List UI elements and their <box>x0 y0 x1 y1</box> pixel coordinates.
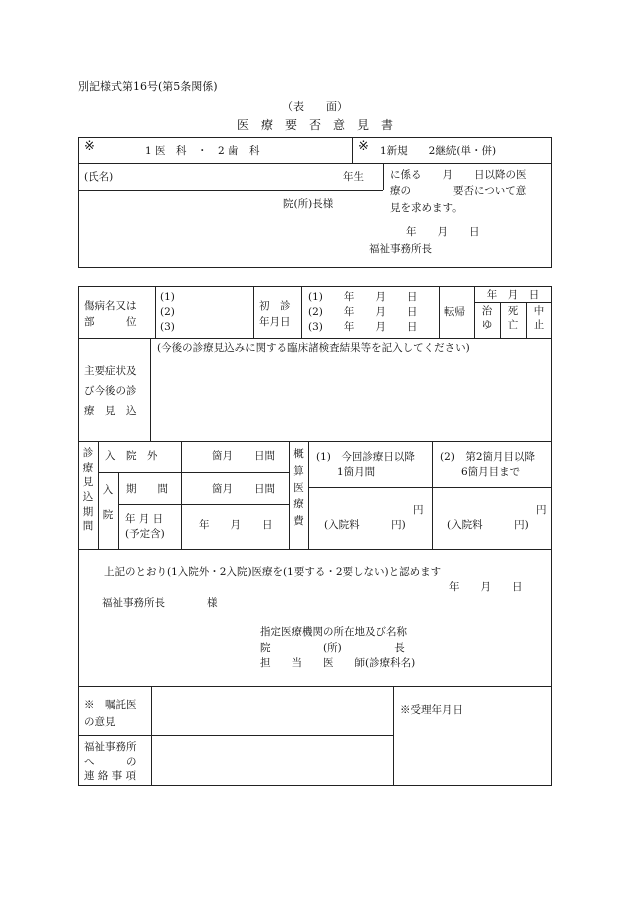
certification-date: 年 月 日 <box>449 581 523 593</box>
cost-2-inpatient-fee: (入院料 円) <box>447 519 529 531</box>
birth-suffix: 年生 <box>343 171 364 183</box>
cost-period-1: (1) 今回診療日以降 1箇月間 <box>316 451 415 478</box>
period-sub-value: 箇月 日間 <box>212 483 275 495</box>
disease-item-1: (1) <box>160 291 175 303</box>
period-divider <box>118 504 289 505</box>
name-row-divider <box>383 163 384 190</box>
col-divider <box>253 286 254 338</box>
row-divider <box>78 735 393 736</box>
disease-label: 傷病名又は 部 位 <box>84 300 137 329</box>
period-divider <box>98 472 289 473</box>
request-text: に係る 月 日以降の医 療の 要否について意 見を求めます。 <box>390 169 527 214</box>
period-sub-label: 期 間 <box>126 483 168 495</box>
director-label: 院 (所) 長 <box>260 642 405 654</box>
period-label: 診 療 見 込 期 間 <box>82 447 94 533</box>
col-divider <box>308 441 309 549</box>
request-date: 年 月 日 <box>406 226 480 238</box>
row-divider <box>78 441 552 442</box>
inpatient-label: 入 院 <box>102 484 114 522</box>
name-row-divider <box>78 190 383 191</box>
cost-2-yen: 円 <box>536 504 547 516</box>
request-box-divider <box>352 137 353 163</box>
office-use-box <box>78 686 552 786</box>
outcome-cured: 治 ゆ <box>481 305 493 331</box>
cost-divider <box>308 487 552 488</box>
row-divider <box>78 549 552 550</box>
contact-label: 福祉事務所 へ の 連 絡 事 項 <box>84 741 137 783</box>
outpatient-value: 箇月 日間 <box>212 450 275 462</box>
institution-label: 指定医療機関の所在地及び名称 <box>260 626 407 638</box>
cost-1-inpatient-fee: (入院料 円) <box>324 519 406 531</box>
certification-addressee: 福祉事務所長 様 <box>102 597 218 609</box>
cost-period-2: (2) 第2箇月目以降 6箇月目まで <box>440 451 536 478</box>
commissioned-doctor-label: ※ 嘱託医 の意見 <box>84 699 137 728</box>
col-divider <box>151 686 152 786</box>
outcome-date: 年 月 日 <box>486 289 540 301</box>
mark-left: ※ <box>84 139 95 154</box>
outpatient-label: 入 院 外 <box>105 450 158 462</box>
col-divider <box>150 338 151 441</box>
category-options: 1 医 科 ・ 2 歯 科 <box>145 145 260 157</box>
first-visit-date-1: (1) 年 月 日 <box>308 291 418 303</box>
form-number: 別記様式第16号(第5条関係) <box>78 80 218 93</box>
date-value: 年 月 日 <box>199 519 273 531</box>
period-divider <box>118 472 119 549</box>
doctor-label: 担 当 医 師(診療科名) <box>260 657 416 669</box>
symptoms-label: 主要症状及 び今後の診 療 見 込 <box>84 365 137 417</box>
addressee: 院(所)長様 <box>283 198 334 210</box>
disease-item-3: (3) <box>160 321 175 333</box>
cost-1-yen: 円 <box>413 504 424 516</box>
disease-item-2: (2) <box>160 306 175 318</box>
outcome-stopped: 中 止 <box>533 305 545 331</box>
receipt-date-label: ※受理年月日 <box>400 704 463 716</box>
period-divider <box>181 441 182 549</box>
renewal-options: 1新規 2継続(単・併) <box>380 145 497 157</box>
outcome-death: 死 亡 <box>507 305 519 331</box>
office-head: 福祉事務所長 <box>369 243 432 255</box>
request-box-divider <box>78 163 552 164</box>
outcome-divider <box>474 302 552 303</box>
date-label: 年 月 日 (予定含) <box>125 513 165 541</box>
cost-label: 概 算 医 療 費 <box>293 448 304 528</box>
col-divider <box>393 686 394 786</box>
name-label: (氏名) <box>84 171 114 183</box>
cost-divider <box>432 441 433 549</box>
first-visit-date-3: (3) 年 月 日 <box>308 321 418 333</box>
col-divider <box>301 286 302 338</box>
certification-statement: 上記のとおり(1入院外・2入院)医療を(1要する・2要しない)と認めます <box>104 566 442 578</box>
col-divider <box>155 286 156 338</box>
page-title: 医 療 要 否 意 見 書 <box>236 118 393 132</box>
mark-right: ※ <box>358 139 369 154</box>
col-divider <box>439 286 440 338</box>
first-visit-label: 初 診 年月日 <box>259 300 291 329</box>
first-visit-date-2: (2) 年 月 日 <box>308 306 418 318</box>
form-side: （表 面） <box>282 100 348 113</box>
symptoms-note: (今後の診療見込みに関する臨床諸検査結果等を記入してください) <box>157 342 470 354</box>
outcome-label: 転帰 <box>444 306 465 318</box>
